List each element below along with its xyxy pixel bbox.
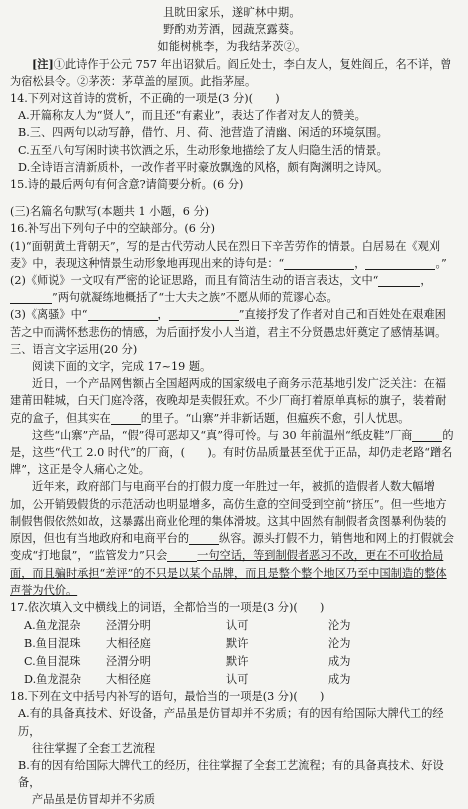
answer-blank[interactable] <box>365 257 435 270</box>
q18-option-a[interactable]: A.有的具备真技术、好设备，产品虽是仿冒却并不劣质；有的因有给国际大牌代工的经历， <box>18 707 444 738</box>
poem-line: 野酌劝芳酒，园蔬烹露葵。 <box>163 23 301 37</box>
q15-stem: 15.诗的最后两句有何含意?请简要分析。(6 分) <box>10 178 244 192</box>
q14-option-c[interactable]: C.五至八句写闲时读书饮酒之乐，生动形象地描绘了友人归隐生活的情景。 <box>18 143 388 157</box>
q14-option-b[interactable]: B.三、四两句以动写静，借竹、月、荷、池营造了清幽、闲适的环境氛围。 <box>18 126 388 140</box>
q18-option-a-cont: 往往掌握了全套工艺流程 <box>32 741 156 755</box>
q14-option-a[interactable]: A.开篇称友人为“贤人”，而且还“有素业”，表达了作者对友人的赞美。 <box>18 109 366 123</box>
q16-item-1: (1)“面朝黄土背朝天”，写的是古代劳动人民在烈日下辛苦劳作的情景。白居易在《观刈麦》中，表现这种情景生动形象地再现出来的诗句是：“ ， 。” <box>10 239 447 270</box>
poem-line: 且眈田家乐，遂旷林中期。 <box>163 6 301 19</box>
q14-stem: 14.下列对这首诗的赏析，不正确的一项是(3 分)( ) <box>10 92 280 106</box>
q17-option-b[interactable]: B.鱼目混珠 大相径庭 默许 沦为 <box>24 636 351 650</box>
note-text: ①此诗作于公元 757 年出诏狱后。阎丘处士，李白友人，复姓阎丘，名不详，曾为宿松县令。②茅茨：茅草盖的屋顶。此指茅屋。 <box>10 57 452 88</box>
answer-blank[interactable] <box>167 549 197 562</box>
q17-option-a[interactable]: A.鱼龙混杂 泾渭分明 认可 沦为 <box>24 618 351 632</box>
q17-choices-table <box>24 616 408 688</box>
answer-blank[interactable] <box>189 532 219 545</box>
q17-option-d[interactable]: D.鱼龙混杂 大相径庭 认可 成为 <box>24 672 351 686</box>
passage-paragraph-1: 近日，一个产品网售额占全国超两成的国家级电子商务示范基地引发广泛关注：在福建莆田鞋城，白天门庭冷落，夜晚却是卖假狂欢。不少厂商打着原单真标的旗子，装着耐克的盒子，但其实在 的里子。“山寨”并非新话题，但瘟疾不愈，引人忧思。 <box>10 377 447 425</box>
poem-line: 如能树桃李，为我结茅茨②。 <box>157 40 307 54</box>
section-heading: (三)名篇名句默写(本题共 1 小题，6 分) <box>10 205 209 219</box>
answer-blank[interactable] <box>169 308 239 321</box>
answer-blank[interactable] <box>10 291 52 304</box>
q16-item-3: (3)《离骚》中“ ， ”直接抒发了作者对自己和百姓处在艰难困苦之中而满怀愁悲伤的情感，为后面抒发小人当道，君主不分贤愚忠奸奠定了感情基调。 <box>10 308 447 339</box>
poem-note <box>10 56 454 90</box>
q16-item-2: (2)《师说》一文叹有严密的论证思路，而且有简洁生动的语言表达，文中“ ，”两句就凝练地概括了“士大夫之族”不愿从师的荒谬心态。 <box>10 274 432 305</box>
note-label: [注] <box>32 56 54 71</box>
answer-blank[interactable] <box>412 429 442 442</box>
q18-stem: 18.下列在文中括号内补写的语句，最恰当的一项是(3 分)( ) <box>10 690 325 704</box>
q17-stem: 17.依次填入文中横线上的词语，全都恰当的一项是(3 分)( ) <box>10 600 325 614</box>
answer-blank[interactable] <box>284 257 354 270</box>
q18-option-b[interactable]: B.有的因有给国际大牌代工的经历，往往掌握了全套工艺流程；有的具备真技术、好设备， <box>18 758 444 790</box>
q14-option-d[interactable]: D.全诗语言清新质朴，一改作者平时豪放飘逸的风格，颇有陶渊明之诗风。 <box>18 160 389 174</box>
passage-paragraph-2: 这些“山寨”产品，“假”得可恶却又“真”得可怜。与 30 年前温州“纸皮鞋”厂商 的是，这些“代工 2.0 时代”的厂商，( )。有时仿品质量甚至优于正品，却仍走老路“蹭名牌”，这正是令人痛心之处。 <box>10 428 454 477</box>
reading-intro: 阅读下面的文字，完成 17~19 题。 <box>32 360 212 374</box>
q16-stem: 16.补写出下列句子中的空缺部分。(6 分) <box>10 222 216 236</box>
answer-blank[interactable] <box>88 308 158 321</box>
answer-blank[interactable] <box>111 412 141 425</box>
answer-blank[interactable] <box>378 274 420 287</box>
q18-option-b-cont: 产品虽是仿冒却并不劣质 <box>32 793 156 807</box>
passage-paragraph-3: 近年来，政府部门与电商平台的打假力度一年胜过一年，被抓的造假者人数大幅增加，公开销毁假货的示范活动也明显增多，高仿生意的空间受到空前“挤压”。但一些地方制假售假依然如故，这暴露出商业伦理的集体滑坡。这其中固然有制假者贪图暴利伪装的原因，但也有当地政府和电商平台的 纵容。源头打假不力，销售地和网上的打假就会变成“打地鼠”，“监管发力”只会 一句空话，等到制假者恶习不改，更在不可收拾局面，而且骗时承担“差评”的不只是以某个品牌，而且是整个整个地区乃至中国制造的整体声誉为代价。 <box>10 480 454 597</box>
q17-option-c[interactable]: C.鱼目混珠 泾渭分明 默许 成为 <box>24 654 351 668</box>
part-heading: 三、语言文字运用(20 分) <box>10 342 138 356</box>
